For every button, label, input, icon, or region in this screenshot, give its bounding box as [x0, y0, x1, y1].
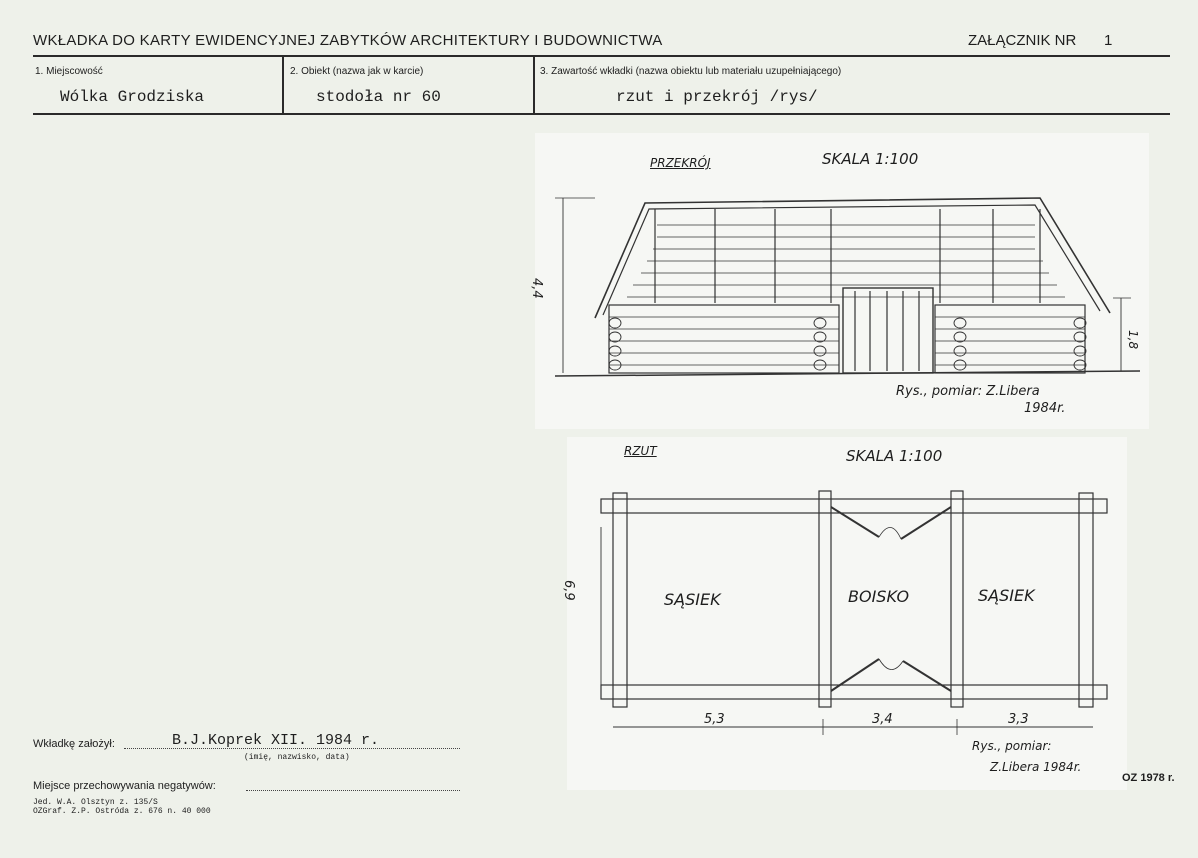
section-drawing-sheet: [535, 133, 1149, 429]
section-credit-year: 1984r.: [1024, 401, 1066, 416]
section-scale: SKALA 1:100: [822, 150, 919, 168]
section-wall-dimension: 1,8: [1126, 330, 1140, 350]
field-divider: [533, 57, 535, 114]
room-label-center: BOISKO: [848, 587, 910, 606]
section-credit: Rys., pomiar: Z.Libera: [896, 384, 1040, 399]
object-label: 2. Obiekt (nazwa jak w karcie): [290, 66, 424, 77]
print-stamp: OZ 1978 r.: [1122, 772, 1175, 784]
annex-number: 1: [1104, 32, 1113, 49]
field-divider: [282, 57, 284, 114]
created-by-label: Wkładkę założył:: [33, 738, 115, 750]
content-label: 3. Zawartość wkładki (nazwa obiektu lub materiału uzupełniającego): [540, 66, 842, 77]
locality-label: 1. Miejscowość: [35, 66, 103, 77]
plan-title: RZUT: [624, 444, 657, 458]
object-value: stodoła nr 60: [316, 88, 441, 106]
room-label-right: SĄSIEK: [978, 586, 1035, 605]
print-info-line1: Jed. W.A. Olsztyn z. 135/S: [33, 798, 158, 807]
plan-credit: Rys., pomiar:: [972, 739, 1052, 753]
plan-drawing: [567, 437, 1127, 790]
plan-drawing-sheet: [567, 437, 1127, 790]
section-height-dimension: 4,4: [529, 278, 544, 299]
created-by-value: B.J.Koprek XII. 1984 r.: [172, 732, 380, 749]
header-rule: [33, 55, 1170, 57]
plan-credit-name: Z.Libera 1984r.: [990, 760, 1082, 774]
created-by-hint: (imię, nazwisko, data): [244, 753, 350, 762]
locality-value: Wólka Grodziska: [60, 88, 205, 106]
plan-depth-dimension: 6,9: [561, 580, 576, 601]
print-info-line2: OZGraf. Z.P. Ostróda z. 676 n. 40 000: [33, 807, 211, 816]
plan-scale: SKALA 1:100: [846, 447, 943, 465]
plan-dimension-left: 5,3: [704, 712, 725, 727]
fields-rule: [33, 113, 1170, 115]
plan-dimension-center: 3,4: [872, 712, 893, 727]
content-value: rzut i przekrój /rys/: [616, 88, 818, 106]
annex-label: ZAŁĄCZNIK NR: [968, 32, 1077, 49]
room-label-left: SĄSIEK: [664, 590, 721, 609]
negatives-location-line: [246, 790, 460, 791]
form-title: WKŁADKA DO KARTY EWIDENCYJNEJ ZABYTKÓW ARCHITEKTURY I BUDOWNICTWA: [33, 32, 663, 49]
negatives-location-label: Miejsce przechowywania negatywów:: [33, 780, 216, 792]
plan-dimension-right: 3,3: [1008, 712, 1029, 727]
section-title: PRZEKRÓJ: [650, 156, 711, 170]
section-drawing: [535, 133, 1149, 429]
